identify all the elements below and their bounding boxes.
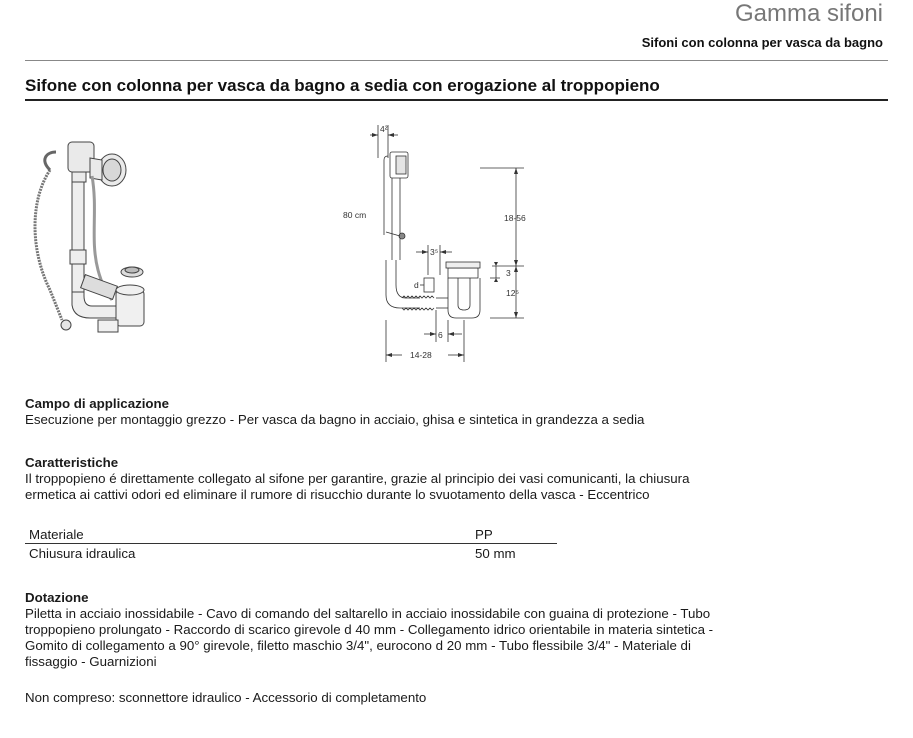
campo-section [25, 396, 895, 428]
dim-label-d: d [414, 280, 419, 290]
campo-text: Esecuzione per montaggio grezzo - Per vasca da bagno in acciaio, ghisa e sintetica in grandezza a sedia [25, 412, 645, 427]
dotazione-line-4: fissaggio - Guarnizioni [25, 654, 157, 669]
table-row [25, 544, 557, 563]
dotazione-line-3: Gomito di collegamento a 90° girevole, filetto maschio 3/4", eurocono d 20 mm - Tubo flessibile 3/4" - Materiale di [25, 638, 691, 653]
dotazione-section [25, 590, 895, 670]
dotazione-line-1: Piletta in acciaio inossidabile - Cavo di comando del saltarello in acciaio inossidabile con guaina di protezione - Tubo [25, 606, 711, 621]
caratteristiche-line-1: Il troppopieno é direttamente collegato al sifone per garantire, grazie al principio dei vasi comunicanti, la chiusura [25, 471, 690, 486]
dim-label-top: 4² [380, 124, 388, 134]
spec-value: PP [473, 525, 557, 544]
dim-label-hose: 80 cm [343, 210, 367, 220]
dim-label-height: 18-56 [504, 213, 526, 223]
spec-label: Materiale [25, 525, 473, 544]
caratteristiche-section [25, 455, 895, 503]
spec-label: Chiusura idraulica [29, 546, 136, 561]
product-title: Sifone con colonna per vasca da bagno a sedia con erogazione al troppopieno [25, 76, 660, 95]
dotazione-line-2: troppopieno prolungato - Raccordo di scarico girevole d 40 mm - Collegamento idrico orientabile in materia sintetica - [25, 622, 714, 637]
not-included-note: Non compreso: sconnettore idraulico - Accessorio di completamento [25, 690, 427, 705]
dimension-drawing [340, 120, 540, 365]
category-subtitle: Sifoni con colonna per vasca da bagno [641, 35, 883, 50]
title-divider [25, 99, 888, 101]
spec-table [25, 525, 557, 562]
dim-label-3: 3 [506, 268, 511, 278]
caratteristiche-line-2: ermetica ai cattivi odori ed eliminare il rumore di risucchio durante lo svuotamento della vasca - Eccentrico [25, 487, 650, 502]
caratteristiche-heading: Caratteristiche [25, 455, 119, 470]
dim-label-6: 6 [438, 330, 443, 340]
dim-label-35: 3⁵ [430, 247, 439, 257]
category-title: Gamma sifoni [734, 0, 883, 27]
dim-label-125: 12⁵ [506, 288, 519, 298]
header-divider [25, 60, 888, 61]
dotazione-heading: Dotazione [25, 590, 89, 605]
campo-heading: Campo di applicazione [25, 396, 170, 411]
table-row [25, 525, 557, 544]
product-illustration [20, 130, 170, 340]
spec-value: 50 mm [475, 546, 516, 561]
dim-label-width: 14-28 [410, 350, 432, 360]
